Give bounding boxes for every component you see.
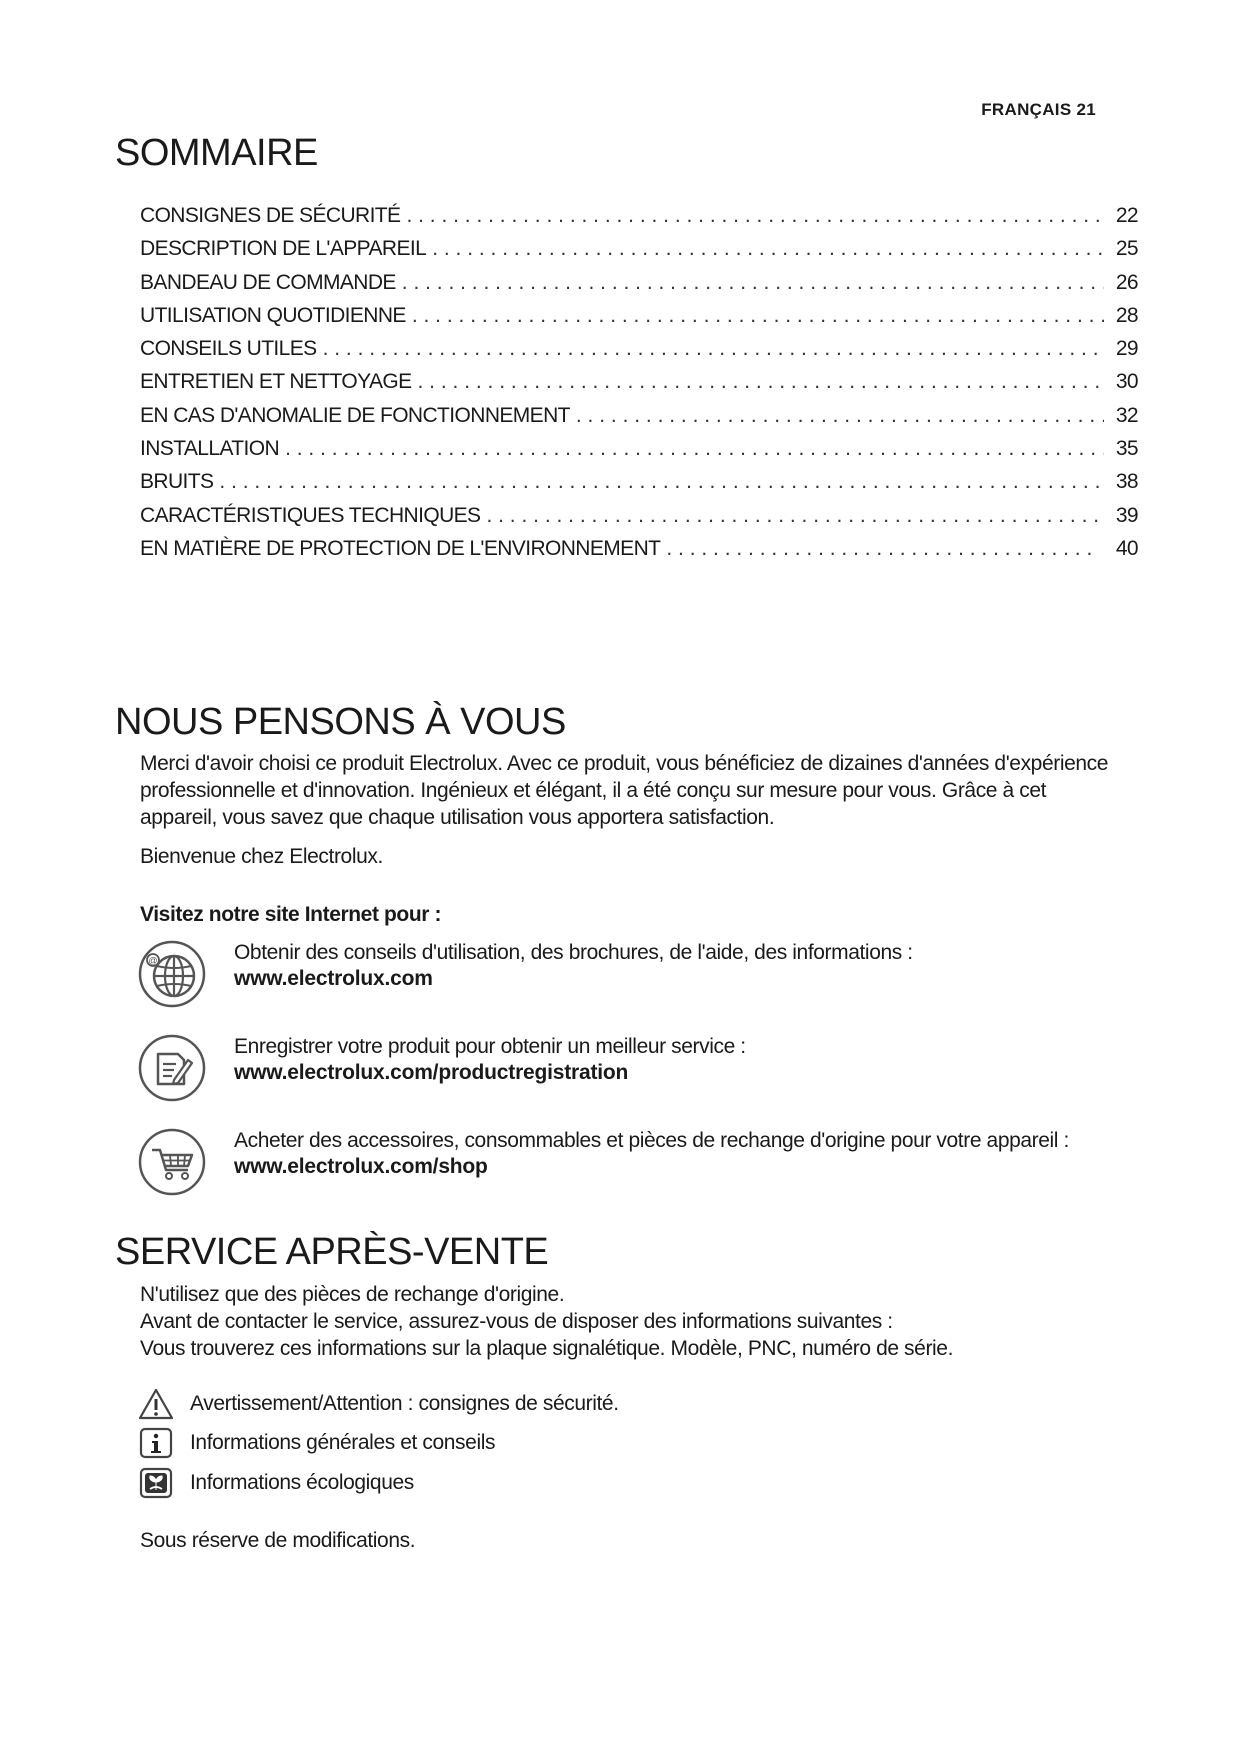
toc-entry-label: CONSIGNES DE SÉCURITÉ bbox=[140, 204, 401, 227]
legend-warning bbox=[138, 1388, 838, 1424]
toc-entry[interactable] bbox=[140, 271, 1138, 304]
toc-leader-dots bbox=[219, 470, 1104, 494]
toc-entry-page: 40 bbox=[1115, 536, 1138, 560]
registration-icon bbox=[138, 1034, 206, 1102]
eco-icon bbox=[138, 1467, 174, 1499]
toc-entry-page: 22 bbox=[1115, 204, 1138, 227]
visit-item-shop bbox=[138, 1128, 1098, 1204]
visit-description: Enregistrer votre produit pour obtenir un meilleur service : bbox=[234, 1035, 746, 1058]
toc-entry-label: DESCRIPTION DE L'APPAREIL bbox=[140, 237, 427, 261]
visit-item-registration bbox=[138, 1034, 1098, 1110]
visit-description: Acheter des accessoires, consommables et pièces de rechange d'origine pour votre appareil : bbox=[234, 1129, 1069, 1152]
toc-entry[interactable] bbox=[140, 370, 1138, 403]
page-header: FRANÇAIS 21 bbox=[981, 100, 1096, 119]
toc-entry[interactable] bbox=[140, 304, 1138, 337]
globe-icon bbox=[138, 940, 206, 1008]
toc-entry-page: 38 bbox=[1115, 470, 1138, 494]
welcome-text: Bienvenue chez Electrolux. bbox=[140, 845, 383, 868]
toc-entry-label: EN MATIÈRE DE PROTECTION DE L'ENVIRONNEMENT bbox=[140, 536, 661, 560]
visit-text-shop bbox=[234, 1128, 1114, 1180]
toc-entry[interactable] bbox=[140, 404, 1138, 437]
toc-entry[interactable] bbox=[140, 537, 1138, 570]
toc-entry-label: ENTRETIEN ET NETTOYAGE bbox=[140, 370, 412, 394]
toc-entry[interactable] bbox=[140, 237, 1138, 270]
toc-entry[interactable] bbox=[140, 470, 1138, 503]
service-title: SERVICE APRÈS-VENTE bbox=[115, 1231, 549, 1273]
toc-leader-dots bbox=[576, 404, 1104, 428]
link-shop[interactable]: www.electrolux.com/shop bbox=[234, 1155, 488, 1178]
toc-leader-dots bbox=[418, 370, 1104, 394]
toc-entry-label: UTILISATION QUOTIDIENNE bbox=[140, 303, 406, 327]
svg-text:@: @ bbox=[148, 955, 158, 966]
toc-entry-label: INSTALLATION bbox=[140, 437, 280, 461]
legend-info bbox=[138, 1427, 838, 1463]
visit-text-info bbox=[234, 940, 1114, 992]
visit-text-registration bbox=[234, 1034, 1114, 1086]
nous-pensons-title: NOUS PENSONS À VOUS bbox=[115, 701, 566, 743]
toc-entry-page: 30 bbox=[1115, 370, 1138, 394]
visit-item-info bbox=[138, 940, 1098, 1016]
toc-entry-label: CONSEILS UTILES bbox=[140, 337, 317, 361]
sommaire-title: SOMMAIRE bbox=[115, 132, 318, 174]
link-product-registration[interactable]: www.electrolux.com/productregistration bbox=[234, 1061, 629, 1084]
intro-paragraph: Merci d'avoir choisi ce produit Electrolux. Avec ce produit, vous bénéficiez de dizaines d'années d'expérience professionnelle et d'innovation. Ingénieux et élégant, il a été conçu sur mesure pour vous. Grâce à cet appareil, vous savez que chaque utilisation vous apportera satisfaction. bbox=[140, 752, 1109, 829]
toc-leader-dots bbox=[323, 337, 1104, 361]
toc-leader-dots bbox=[285, 437, 1104, 461]
toc-entry-label: BANDEAU DE COMMANDE bbox=[140, 270, 396, 294]
toc-leader-dots bbox=[666, 537, 1098, 561]
legend-text: Informations écologiques bbox=[190, 1471, 414, 1494]
toc-entry-page: 28 bbox=[1115, 303, 1138, 327]
warning-icon bbox=[138, 1388, 174, 1420]
toc-entry[interactable] bbox=[140, 204, 1138, 237]
toc-entry[interactable] bbox=[140, 337, 1138, 370]
toc-entry-page: 26 bbox=[1115, 270, 1138, 294]
toc-entry-page: 32 bbox=[1115, 403, 1138, 427]
service-line-2: Avant de contacter le service, assurez-vous de disposer des informations suivantes : bbox=[140, 1310, 893, 1333]
toc-leader-dots bbox=[406, 204, 1104, 228]
toc-entry-page: 25 bbox=[1115, 237, 1138, 261]
toc-leader-dots bbox=[432, 237, 1104, 261]
service-line-3: Vous trouverez ces informations sur la plaque signalétique. Modèle, PNC, numéro de série. bbox=[140, 1337, 954, 1360]
visit-description: Obtenir des conseils d'utilisation, des brochures, de l'aide, des informations : bbox=[234, 941, 913, 964]
footer-note: Sous réserve de modifications. bbox=[140, 1529, 416, 1552]
table-of-contents bbox=[140, 204, 1138, 570]
toc-leader-dots bbox=[486, 504, 1104, 528]
link-electrolux[interactable]: www.electrolux.com bbox=[234, 967, 433, 990]
info-icon bbox=[138, 1427, 174, 1459]
toc-leader-dots bbox=[412, 304, 1104, 328]
toc-leader-dots bbox=[402, 271, 1104, 295]
shopping-cart-icon bbox=[138, 1128, 206, 1196]
toc-entry-label: BRUITS bbox=[140, 470, 214, 494]
legend-text: Informations générales et conseils bbox=[190, 1431, 496, 1454]
legend-text: Avertissement/Attention : consignes de sécurité. bbox=[190, 1392, 619, 1415]
legend-eco bbox=[138, 1467, 838, 1503]
toc-entry[interactable] bbox=[140, 504, 1138, 537]
toc-entry-page: 39 bbox=[1115, 503, 1138, 527]
toc-entry[interactable] bbox=[140, 437, 1138, 470]
toc-entry-label: CARACTÉRISTIQUES TECHNIQUES bbox=[140, 503, 481, 527]
visit-heading: Visitez notre site Internet pour : bbox=[140, 903, 442, 926]
toc-entry-page: 35 bbox=[1115, 437, 1138, 461]
toc-entry-label: EN CAS D'ANOMALIE DE FONCTIONNEMENT bbox=[140, 403, 570, 427]
toc-entry-page: 29 bbox=[1115, 337, 1138, 361]
service-line-1: N'utilisez que des pièces de rechange d'origine. bbox=[140, 1283, 565, 1306]
